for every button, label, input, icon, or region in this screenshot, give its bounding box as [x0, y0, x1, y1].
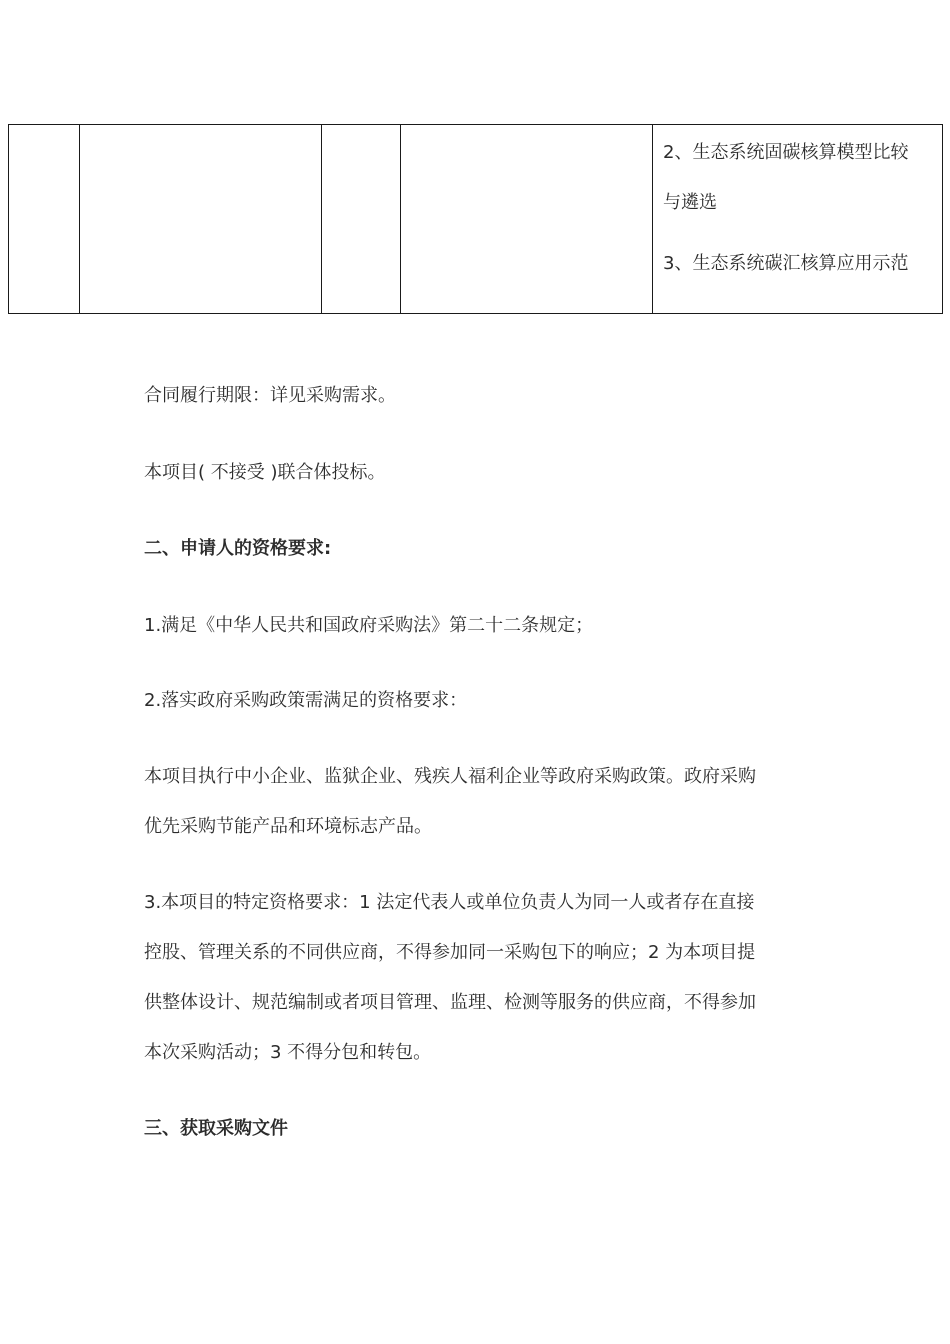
- paragraph-line: 本项目执行中小企业、监狱企业、残疾人福利企业等政府采购政策。政府采购: [144, 766, 756, 787]
- paragraph-line: 控股、管理关系的不同供应商，不得参加同一采购包下的响应；2 为本项目提: [144, 942, 756, 963]
- content-line: 与遴选: [663, 192, 717, 213]
- paragraph-line: 3.本项目的特定资格要求：1 法定代表人或单位负责人为同一人或者存在直接: [144, 892, 755, 913]
- paragraph-line: 供整体设计、规范编制或者项目管理、监理、检测等服务的供应商，不得参加: [144, 992, 756, 1013]
- table-row: [9, 125, 943, 314]
- table-cell-content: [653, 125, 943, 314]
- requirement-3-paragraph: [144, 891, 814, 1065]
- consortium-text: 本项目( 不接受 )联合体投标。: [144, 462, 386, 483]
- table-cell-index: [9, 125, 80, 314]
- table-cell-name: [80, 125, 322, 314]
- requirements-table-continued: [8, 124, 943, 314]
- section-heading-qualifications: 二、申请人的资格要求:: [144, 538, 332, 559]
- paragraph-line: 优先采购节能产品和环境标志产品。: [144, 816, 432, 837]
- section-heading-obtain-documents: 三、获取采购文件: [144, 1118, 288, 1139]
- table-cell-budget: [401, 125, 653, 314]
- paragraph-line: 本次采购活动；3 不得分包和转包。: [144, 1042, 432, 1063]
- requirement-2-text: 2.落实政府采购政策需满足的资格要求：: [144, 690, 468, 711]
- requirement-1-text: 1.满足《中华人民共和国政府采购法》第二十二条规定；: [144, 615, 594, 636]
- policy-paragraph: [144, 765, 814, 839]
- content-line: 3、生态系统碳汇核算应用示范: [663, 253, 909, 274]
- table-cell-quantity: [322, 125, 401, 314]
- content-line: 2、生态系统固碳核算模型比较: [663, 142, 909, 163]
- contract-period-text: 合同履行期限：详见采购需求。: [144, 385, 396, 406]
